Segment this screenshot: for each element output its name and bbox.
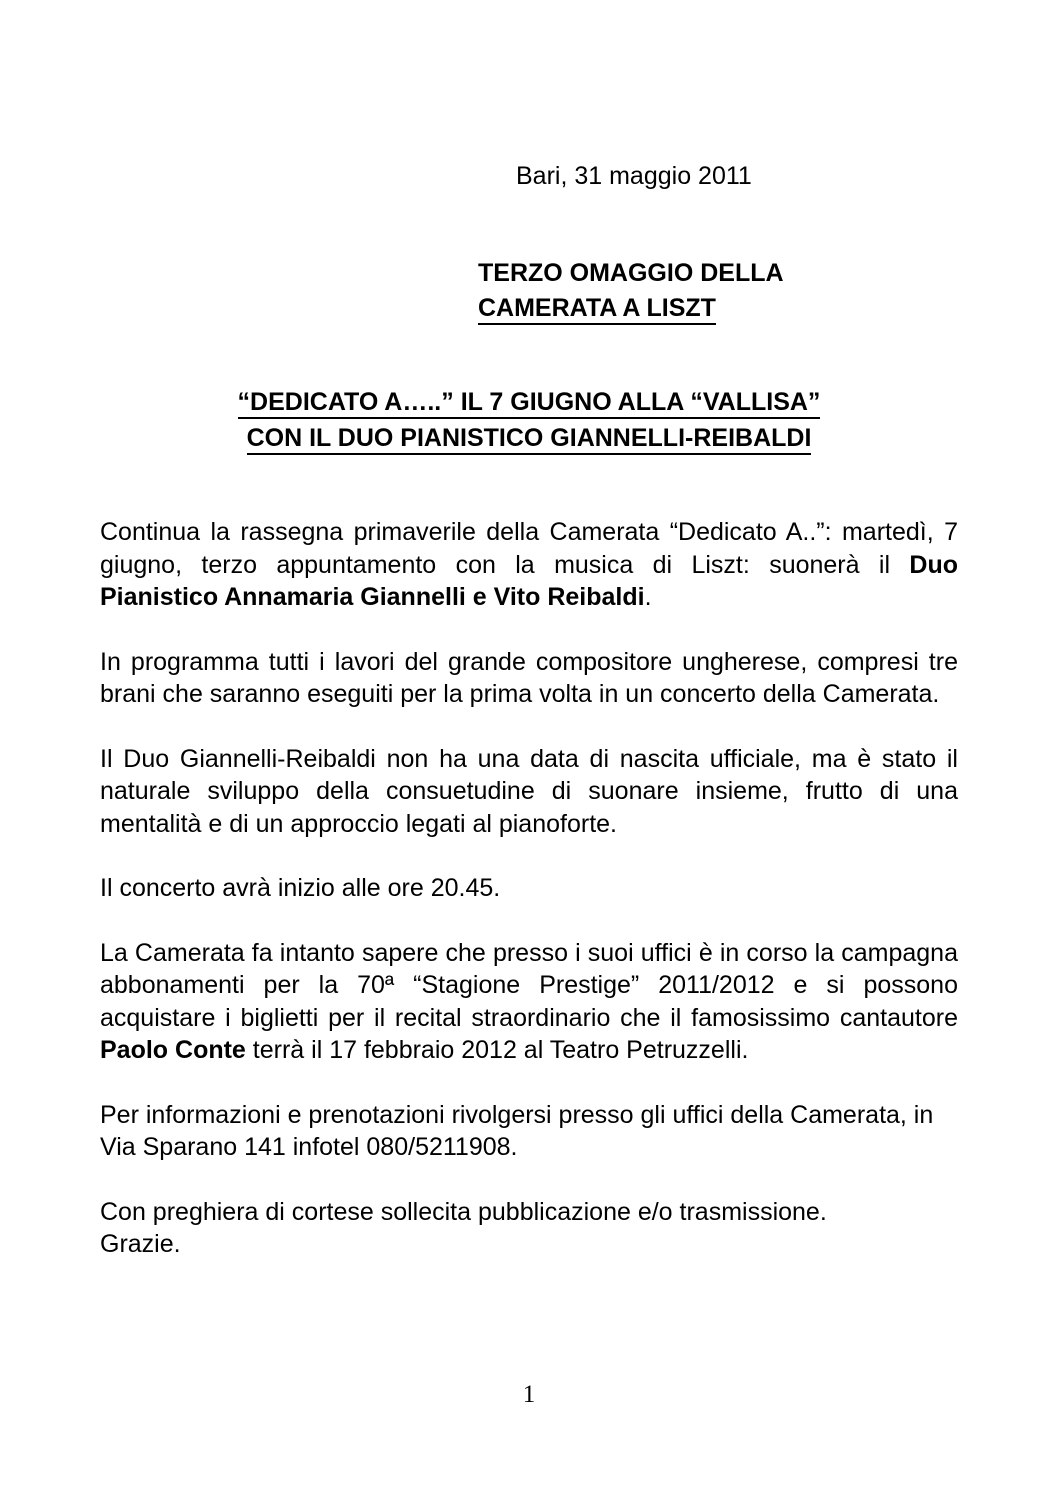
- paragraph-program: In programma tutti i lavori del grande compositore ungherese, compresi tre brani che saranno eseguiti per la prima volta in un concerto della Camerata.: [100, 647, 958, 708]
- page-number: 1: [522, 1381, 536, 1408]
- artist-name: Paolo Conte: [100, 1036, 246, 1064]
- headline-line-1: “DEDICATO A…..” IL 7 GIUGNO ALLA “VALLISA”: [238, 388, 821, 419]
- body-text: [100, 516, 958, 1261]
- duo-name: Duo Pianistico Annamaria Giannelli e Vito Reibaldi: [100, 550, 958, 611]
- paragraph-request: Con preghiera di cortese sollecita pubblicazione e/o trasmissione.: [100, 1197, 827, 1226]
- headline-line-2: CON IL DUO PIANISTICO GIANNELLI-REIBALDI: [247, 424, 812, 455]
- paragraph-start-time: Il concerto avrà inizio alle ore 20.45.: [100, 874, 501, 902]
- paragraph-info: Per informazioni e prenotazioni rivolgersi presso gli uffici della Camerata, in Via Sparano 141 infotel 080/5211908.: [100, 1100, 934, 1161]
- paragraph-intro: [100, 516, 958, 614]
- paragraph-intro-text: Continua la rassegna primaverile della Camerata “Dedicato A..”: martedì, 7 giugno, terzo appuntamento con la musica di Liszt: suonerà il: [100, 518, 958, 579]
- paragraph-thanks: Grazie.: [100, 1230, 181, 1258]
- title-line-2: CAMERATA A LISZT: [478, 293, 716, 325]
- title-block: [478, 256, 784, 326]
- paragraph-duo: Il Duo Giannelli-Reibaldi non ha una data di nascita ufficiale, ma è stato il naturale sviluppo della consuetudine di suonare insieme, frutto di una mentalità e di un approccio legati al pianoforte.: [100, 744, 958, 838]
- headline: [100, 388, 958, 460]
- paragraph-intro-end: .: [644, 583, 652, 611]
- paragraph-season: [100, 937, 958, 1067]
- document-date: Bari, 31 maggio 2011: [516, 162, 752, 190]
- paragraph-season-end: terrà il 17 febbraio 2012 al Teatro Petruzzelli.: [245, 1036, 749, 1064]
- title-line-1: TERZO OMAGGIO DELLA: [478, 259, 784, 287]
- paragraph-season-text: La Camerata fa intanto sapere che presso i suoi uffici è in corso la campagna abbonamenti per la 70ª “Stagione Prestige” 2011/2012 e si possono acquistare i biglietti per il recital straordinario che il famosissimo cantautore: [100, 938, 958, 1032]
